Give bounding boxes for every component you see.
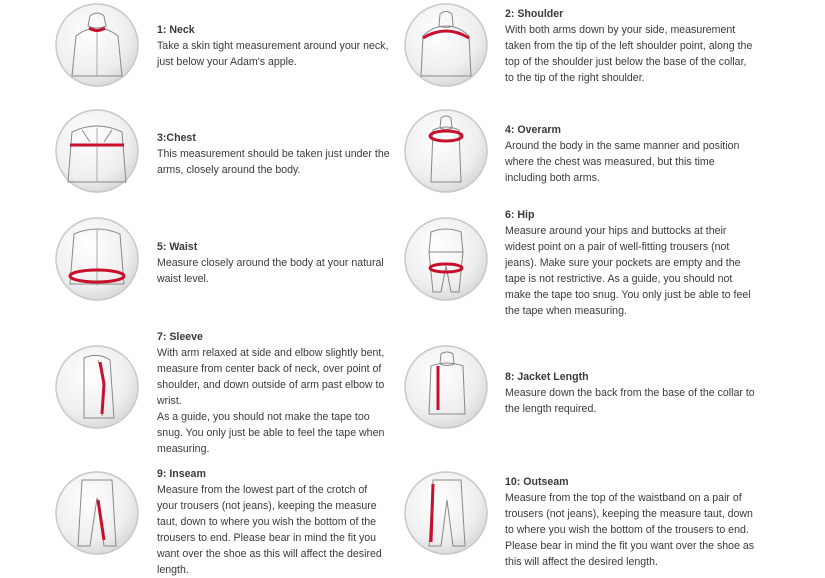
sleeve-measurement-icon <box>54 344 140 430</box>
overarm-measurement-icon <box>403 108 489 194</box>
item-description: Measure from the lowest part of the crotch of your trousers (not jeans), keeping the measure taut, down to where you wish the bottom of the trousers to end. Please bear in mind the fit you want over the shoe as this will affect the desired length. <box>157 484 382 576</box>
item-title: 7: Sleeve <box>157 331 203 343</box>
item-title: 9: Inseam <box>157 468 206 480</box>
inseam-measurement-icon <box>54 470 140 556</box>
neck-measurement-icon <box>54 2 140 88</box>
item-title: 1: Neck <box>157 24 195 36</box>
item-description: Take a skin tight measurement around your neck, just below your Adam's apple. <box>157 40 389 68</box>
item-description: This measurement should be taken just under the arms, closely around the body. <box>157 148 390 176</box>
item-description: With both arms down by your side, measurement taken from the tip of the left shoulder point, along the top of the shoulder just below the base of the collar, to the tip of the right shoulder. <box>505 24 753 84</box>
shoulder-measurement-icon <box>403 2 489 88</box>
item-description: Measure closely around the body at your natural waist level. <box>157 257 384 285</box>
item-description: Measure from the top of the waistband on a pair of trousers (not jeans), keeping the measure taut, down to where you wish the bottom of the trousers to end. Please bear in mind the fit you want over the shoe as this will affect the desired length. <box>505 492 755 568</box>
item-description: With arm relaxed at side and elbow slightly bent, measure from center back of neck, over point of shoulder, and down outside of arm past elbow to wrist. As a guide, you should not make the tape too snug. You only just be able to feel the tape when measuring. <box>157 347 385 455</box>
item-title: 4: Overarm <box>505 124 561 136</box>
item-title: 2: Shoulder <box>505 8 564 20</box>
item-title: 10: Outseam <box>505 476 569 488</box>
item-title: 6: Hip <box>505 209 535 221</box>
hip-measurement-icon <box>403 216 489 302</box>
chest-measurement-icon <box>54 108 140 194</box>
item-title: 3:Chest <box>157 132 196 144</box>
item-title: 8: Jacket Length <box>505 371 589 383</box>
jacket-length-measurement-icon <box>403 344 489 430</box>
outseam-measurement-icon <box>403 470 489 556</box>
waist-measurement-icon <box>54 216 140 302</box>
item-description: Measure around your hips and buttocks at their widest point on a pair of well-fitting trousers (not jeans). Make sure your pockets are empty and the tape is not restrictive. As a guide, you should not make the tape too snug. You only just be able to feel the tape when measuring. <box>505 225 751 317</box>
item-title: 5: Waist <box>157 241 198 253</box>
item-description: Around the body in the same manner and position where the chest was measured, but this time including both arms. <box>505 140 740 184</box>
item-description: Measure down the back from the base of the collar to the length required. <box>505 387 755 415</box>
